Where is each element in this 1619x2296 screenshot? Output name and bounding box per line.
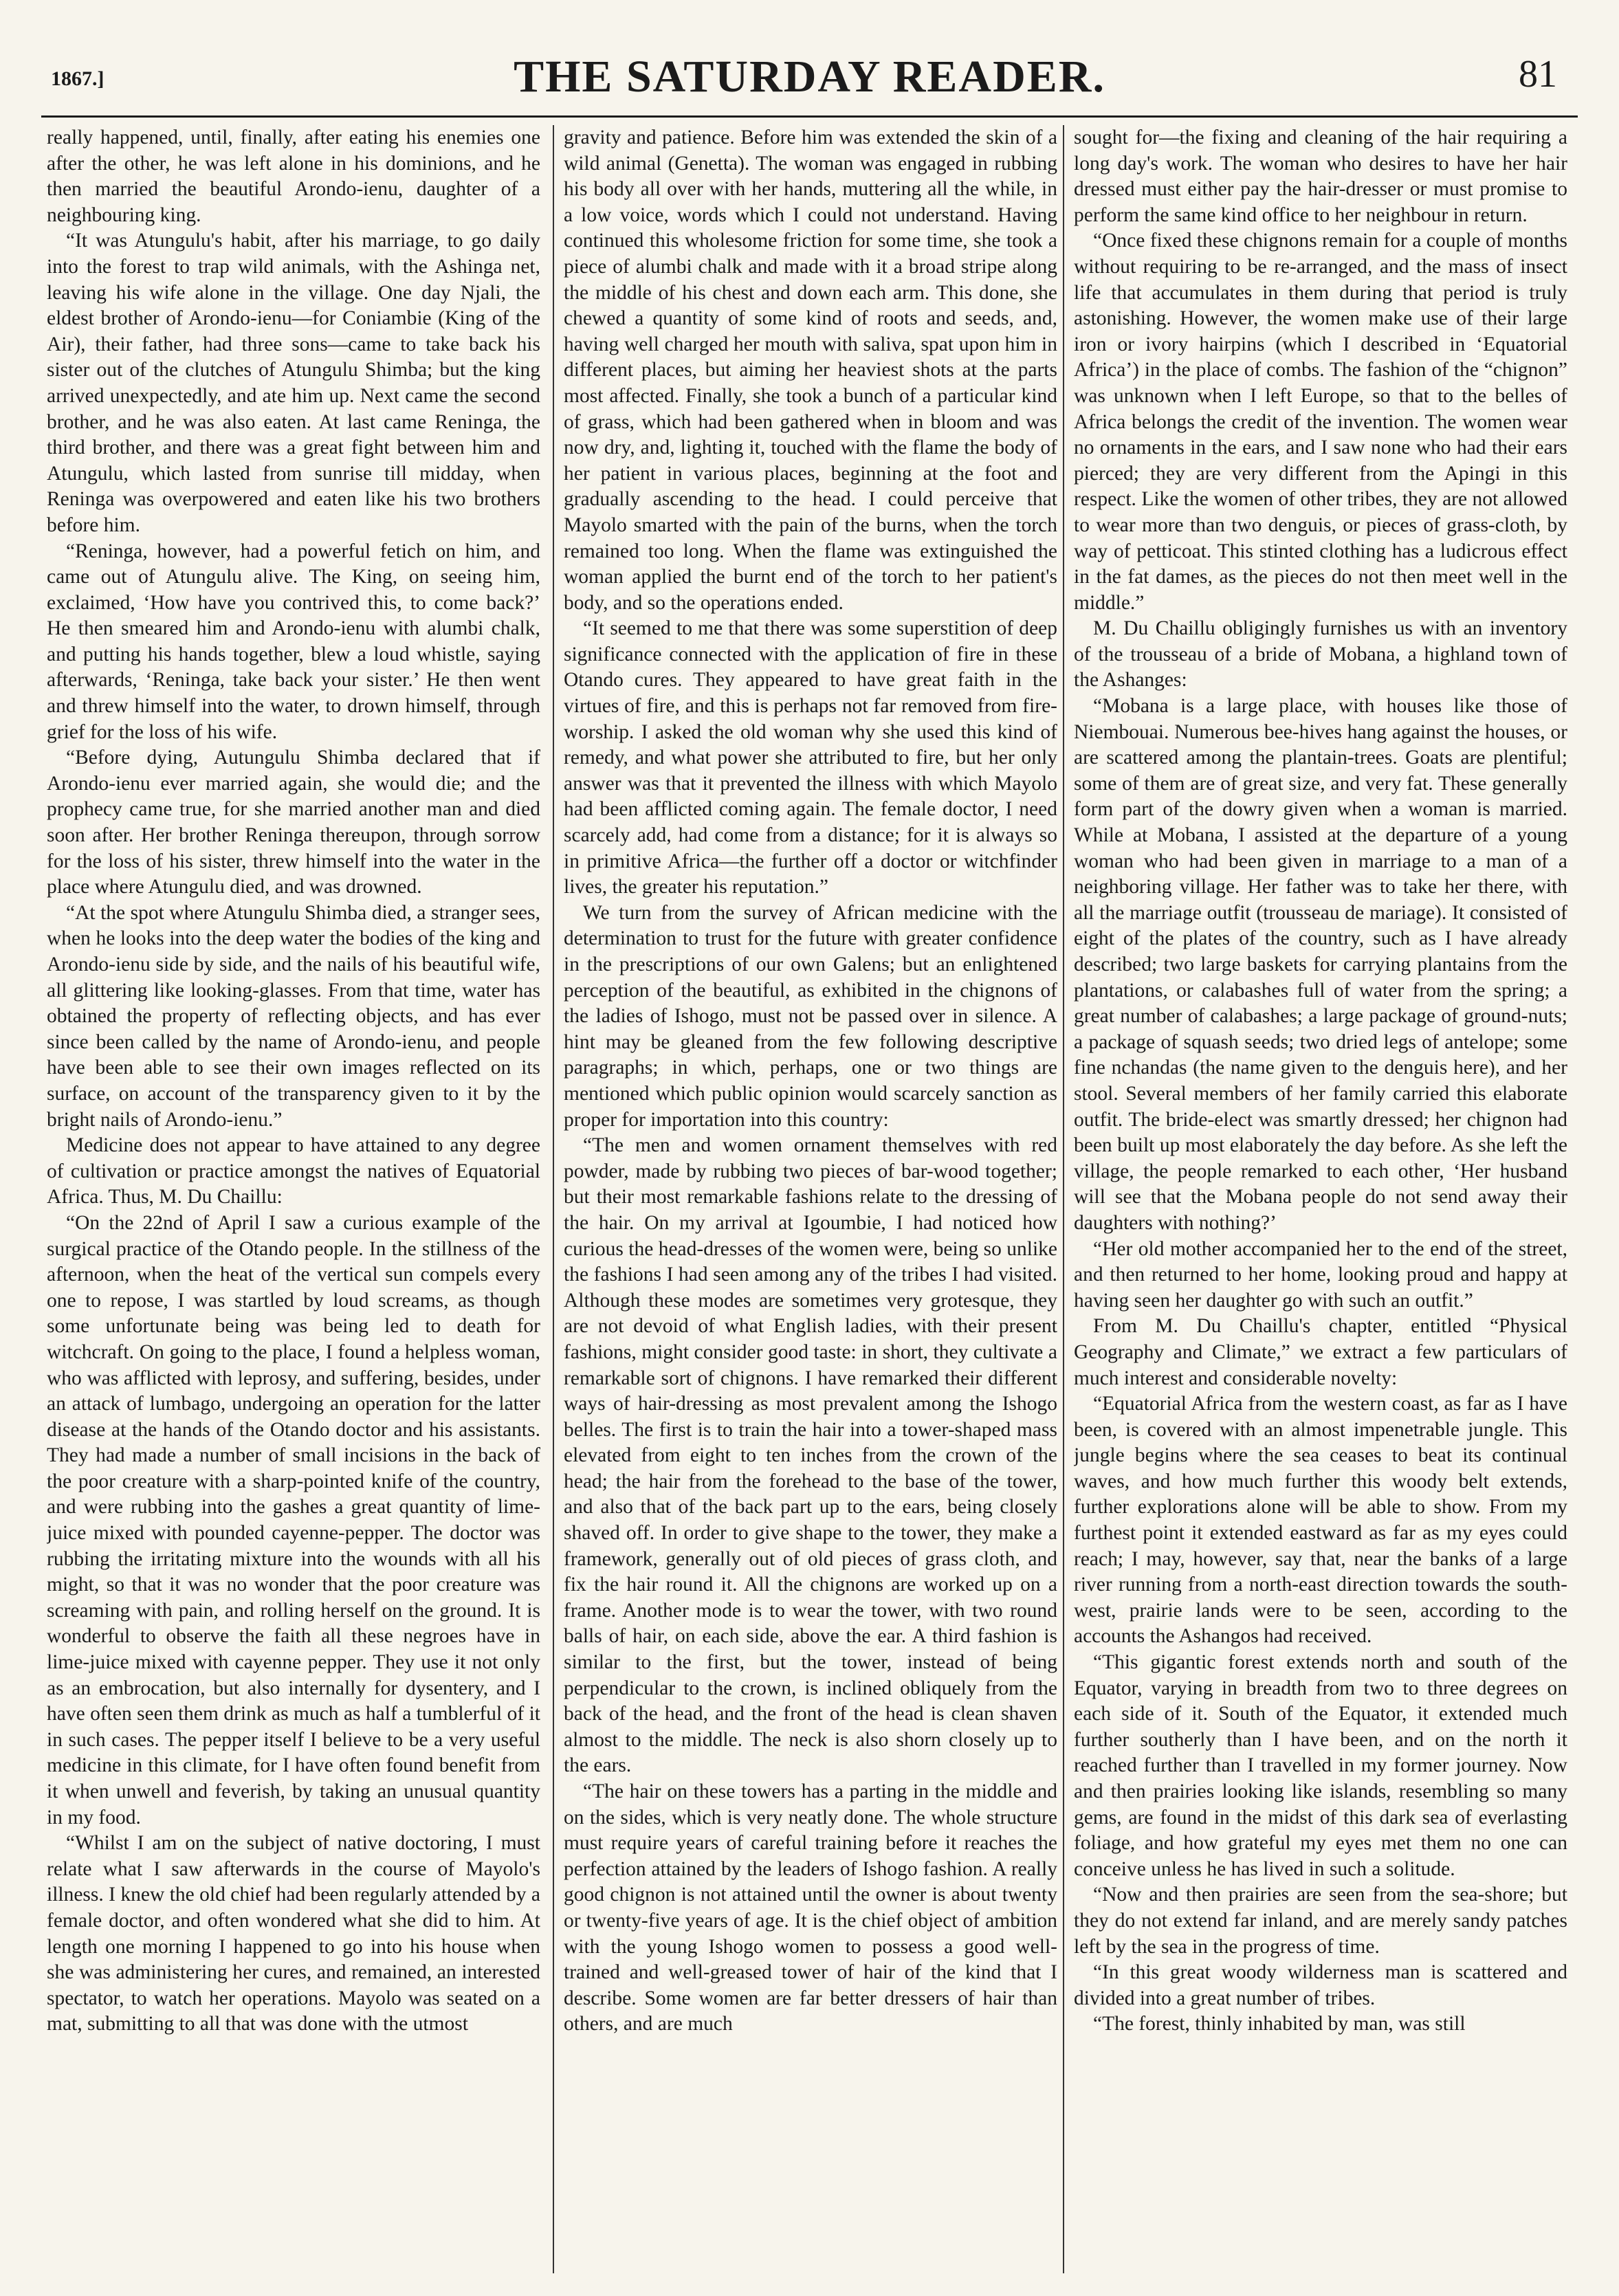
paragraph: sought for—the fixing and cleaning of the hair requiring a long day's work. The woman who desires to have her hair dressed must either pay the hair-dresser or must promise to perform the same kind office to her neighbour in return. (1074, 126, 1567, 226)
paragraph: “The forest, thinly inhabited by man, was still (1093, 2013, 1466, 2035)
column-3 (1074, 125, 1567, 2277)
paragraph: “The hair on these towers has a parting in the middle and on the sides, which is very neatly done. The whole structure must require years of careful training before it reaches the perfection attained by the leaders of Ishogo fashion. A really good chignon is not attained until the owner is about twenty or twenty-five years of age. It is the chief object of ambition with the young Ishogo women to possess a good well-trained and well-greased tower of hair of the kind that I describe. Some women are far better dressers of hair than others, and are much (564, 1780, 1057, 2035)
paragraph: “The men and women ornament themselves with red powder, made by rubbing two pieces of bar-wood together; but their most remarkable fashions relate to the dressing of the hair. On my arrival at Igoumbie, I had noticed how curious the head-dresses of the women were, being so unlike the fashions I had seen among any of the tribes I had visited. Although these modes are sometimes very grotesque, they are not devoid of what English ladies, with their present fashions, might consider good taste: in short, they cultivate a remarkable sort of chignons. I have remarked their different ways of hair-dressing as most prevalent among the Ishogo belles. The first is to train the hair into a tower-shaped mass elevated from eight to ten inches from the crown of the head; the hair from the forehead to the base of the tower, and also that of the back part up to the ears, being closely shaved off. In order to give shape to the tower, they make a framework, generally out of old pieces of grass cloth, and fix the hair round it. All the chignons are worked up on a frame. Another mode is to wear the tower, with two round balls of hair, on each side, above the ear. A third fashion is similar to the first, but the tower, instead of being perpendicular to the crown, is inclined obliquely from the back of the head, and the front of the head is clean shaven almost to the middle. The neck is also shorn closely up to the ears. (564, 1134, 1057, 1777)
column-1 (47, 125, 540, 2277)
page-header (41, 27, 1578, 117)
paragraph: “Whilst I am on the subject of native doctoring, I must relate what I saw afterwards in the course of Mayolo's illness. I knew the old chief had been regularly attended by a female doctor, and often wondered what she did to him. At length one morning I happened to go into his house when she was administering her cures, and remained, an interested spectator, to watch her operations. Mayolo was seated on a mat, submitting to all that was done with the utmost (47, 1832, 540, 2035)
paragraph: gravity and patience. Before him was extended the skin of a wild animal (Genetta). The woman was engaged in rubbing his body all over with her hands, muttering all the while, in a low voice, words which I could not understand. Having continued this wholesome friction for some time, she took a piece of alumbi chalk and made with it a broad stripe along the middle of his chest and down each arm. This done, she chewed a quantity of some kind of roots and seeds, and, having well charged her mouth with saliva, spat upon him in different places, but aiming her heaviest shots at the parts most affected. Finally, she took a bunch of a particular kind of grass, which had been gathered when in bloom and was now dry, and, lighting it, touched with the flame the body of her patient in various places, beginning at the foot and gradually ascending to the head. I could perceive that Mayolo smarted with the pain of the burns, when the torch remained too long. When the flame was extinguished the woman applied the burnt end of the torch to her patient's body, and so the operations ended. (564, 126, 1057, 614)
paragraph: Medicine does not appear to have attained to any degree of cultivation or practice amongst the natives of Equatorial Africa. Thus, M. Du Chaillu: (47, 1134, 540, 1208)
paragraph: “Once fixed these chignons remain for a couple of months without requiring to be re-arranged, and the mass of insect life that accumulates in them during that period is truly astonishing. However, the women make use of their large iron or ivory hairpins (which I described in ‘Equatorial Africa’) in the place of combs. The fashion of the “chignon” was unknown when I left Europe, so that to the belles of Africa belongs the credit of the invention. The women wear no ornaments in the ears, and I saw none who had their ears pierced; they are very different from the Apingi in this respect. Like the women of other tribes, they are not allowed to wear more than two denguis, or pieces of grass-cloth, by way of petticoat. This stinted clothing has a ludicrous effect in the fat dames, as the pieces do not then meet well in the middle.” (1074, 230, 1567, 614)
paragraph: really happened, until, finally, after eating his enemies one after the other, he was left alone in his dominions, and he then married the beautiful Arondo-ienu, daughter of a neighbouring king. (47, 126, 540, 226)
paragraph: M. Du Chaillu obligingly furnishes us with an inventory of the trousseau of a bride of Mobana, a highland town of the Ashanges: (1074, 617, 1567, 692)
header-rule (41, 115, 1578, 118)
paragraph: “It was Atungulu's habit, after his marriage, to go daily into the forest to trap wild animals, with the Ashinga net, leaving his wife alone in the village. One day Njali, the eldest brother of Arondo-ienu—for Coniambie (King of the Air), their father, had three sons—came to take back his sister out of the clutches of Atungulu Shimba; but the king arrived unexpectedly, and ate him up. Next came the second brother, and he was also eaten. At last came Reninga, the third brother, and there was a great fight between him and Atungulu, which lasted from sunrise till midday, when Reninga was overpowered and eaten like his two brothers before him. (47, 230, 540, 536)
paragraph: “It seemed to me that there was some superstition of deep significance connected with the application of fire in these Otando cures. They appeared to have great faith in the virtues of fire, and this is perhaps not far removed from fire-worship. I asked the old woman why she used this kind of remedy, and what power she attributed to fire, but her only answer was that it prevented the illness with which Mayolo had been afflicted coming again. The female doctor, I need scarcely add, had come from a distance; for it is always so in primitive Africa—the further off a doctor or witchfinder lives, the greater his reputation.” (564, 617, 1057, 898)
paragraph: “Now and then prairies are seen from the sea-shore; but they do not extend far inland, and are merely sandy patches left by the sea in the progress of time. (1074, 1884, 1567, 1958)
paragraph: “At the spot where Atungulu Shimba died, a stranger sees, when he looks into the deep water the bodies of the king and Arondo-ienu side by side, and the nails of his beautiful wife, all glittering like looking-glasses. From that time, water has obtained the property of reflecting objects, and has ever since been called by the name of Arondo-ienu, and people have been able to see their own images reflected on its surface, on account of the transparency given to it by the bright nails of Arondo-ienu.” (47, 901, 540, 1131)
paragraph: “Reninga, however, had a powerful fetich on him, and came out of Atungulu alive. The King, on seeing him, exclaimed, ‘How have you contrived this, to come back?’ He then smeared him and Arondo-ienu with alumbi chalk, and putting his hands together, blew a loud whistle, saying afterwards, ‘Reninga, take back your sister.’ He then went and threw himself into the water, to drown himself, through grief for the loss of his wife. (47, 540, 540, 743)
column-divider (553, 125, 554, 2273)
issue-date: 1867.] (51, 67, 104, 90)
publication-title: THE SATURDAY READER. (514, 52, 1105, 102)
paragraph: “Mobana is a large place, with houses like those of Niembouai. Numerous bee-hives hang against the houses, or are scattered among the plantain-trees. Goats are plentiful; some of them are of great size, and very fat. These generally form part of the dowry given when a woman is married. While at Mobana, I assisted at the departure of a young woman who had been given in marriage to a man of a neighboring village. Her father was to take her there, with all the marriage outfit (trousseau de mariage). It consisted of eight of the plates of the country, such as I have already described; two large baskets for carrying plantains from the plantations, or calabashes full of water from the spring; a great number of calabashes; a large package of ground-nuts; a package of squash seeds; two dried legs of antelope; some fine nchandas (the name given to the denguis here), and her stool. Several members of her family carried this elaborate outfit. The bride-elect was smartly dressed; her chignon had been built up most elaborately the day before. As she left the village, the people remarked to each other, ‘Her husband will see that the Mobana people do not send away their daughters with nothing?’ (1074, 695, 1567, 1234)
column-2 (564, 125, 1057, 2277)
column-divider (1063, 125, 1064, 2273)
paragraph: “Before dying, Autungulu Shimba declared that if Arondo-ienu ever married again, she would die; and the prophecy came true, for she married another man and died soon after. Her brother Reninga thereupon, through sorrow for the loss of his sister, threw himself into the water in the place where Atungulu died, and was drowned. (47, 747, 540, 898)
page-number: 81 (1519, 53, 1557, 96)
paragraph: “This gigantic forest extends north and south of the Equator, varying in breadth from two to three degrees on each side of it. South of the Equator, it extended much further southerly than I have been, and on the north it reached further than I travelled in my former journey. Now and then prairies looking like islands, resembling so many gems, are found in the midst of this dark sea of everlasting foliage, and how grateful my eyes met them no one can conceive unless he has lived in such a solitude. (1074, 1651, 1567, 1880)
paragraph: “Equatorial Africa from the western coast, as far as I have been, is covered with an almost impenetrable jungle. This jungle begins where the sea ceases to beat its continual waves, and how much further this woody belt extends, further explorations alone will be able to show. From my furthest point it extended eastward as far as my eyes could reach; I may, however, say that, near the banks of a large river running from a north-east direction towards the south-west, prairie lands were to be seen, according to the accounts the Ashangos had received. (1074, 1393, 1567, 1648)
paragraph: “Her old mother accompanied her to the end of the street, and then returned to her home, looking proud and happy at having seen her daughter go with such an outfit.” (1074, 1237, 1567, 1312)
paragraph: We turn from the survey of African medicine with the determination to trust for the future with greater confidence in the prescriptions of our own Galens; but an enlightened perception of the beautiful, as exhibited in the chignons of the ladies of Ishogo, must not be passed over in silence. A hint may be gleaned from the few following descriptive paragraphs; in which, perhaps, one or two things are mentioned which public opinion would scarcely sanction as proper for importation into this country: (564, 901, 1057, 1131)
paragraph: From M. Du Chaillu's chapter, entitled “Physical Geography and Climate,” we extract a few particulars of much interest and considerable novelty: (1074, 1315, 1567, 1389)
paragraph: “In this great woody wilderness man is scattered and divided into a great number of tribes. (1074, 1961, 1567, 2009)
paragraph: “On the 22nd of April I saw a curious example of the surgical practice of the Otando people. In the stillness of the afternoon, when the heat of the vertical sun compels every one to repose, I was startled by loud screams, as though some unfortunate being was being led to death for witchcraft. On going to the place, I found a helpless woman, who was afflicted with leprosy, and suffering, besides, under an attack of lumbago, undergoing an operation for the latter disease at the hands of the Otando doctor and his assistants. They had made a number of small incisions in the back of the poor creature with a sharp-pointed knife of the country, and were rubbing into the gashes a great quantity of lime-juice mixed with pounded cayenne-pepper. The doctor was rubbing the irritating mixture into the wounds with all his might, so that it was no wonder that the poor creature was screaming with pain, and rolling herself on the ground. It is wonderful to observe the faith all these negroes have in lime-juice mixed with cayenne pepper. They use it not only as an embrocation, but also internally for dysentery, and I have often seen them drink as much as half a tumblerful of it in such cases. The pepper itself I believe to be a very useful medicine in this climate, for I have often found benefit from it when unwell and feverish, by taking an unusual quantity in my food. (47, 1211, 540, 1829)
